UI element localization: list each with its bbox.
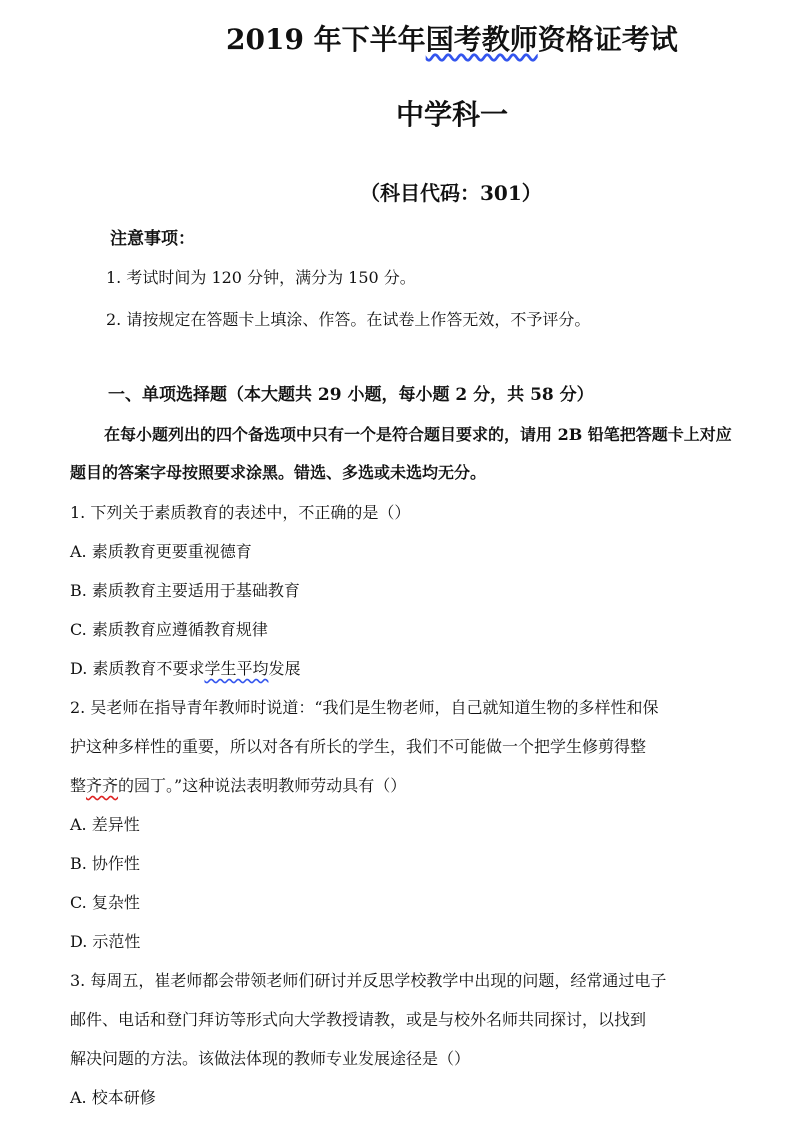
section-instruction: 题目的答案字母按照要求涂黑。错选、多选或未选均无分。	[70, 463, 487, 482]
question-stem: 护这种多样性的重要，所以对各有所长的学生，我们不可能做一个把学生修剪得整	[70, 737, 647, 756]
question-option: D. 示范性	[70, 932, 141, 951]
question-stem: 整齐齐的园丁。”这种说法表明教师劳动具有（）	[70, 776, 407, 795]
section-heading: 一、单项选择题（本大题共 29 小题，每小题 2 分，共 58 分）	[108, 385, 594, 405]
question-option: A. 差异性	[70, 815, 140, 834]
question-stem: 解决问题的方法。该做法体现的教师专业发展途径是（）	[70, 1049, 471, 1068]
spellcheck-underlined-text: 国考教师	[425, 23, 538, 56]
question-option: D. 素质教育不要求学生平均发展	[70, 659, 301, 678]
question-option: A. 校本研修	[70, 1088, 156, 1107]
question-option: B. 协作性	[70, 854, 140, 873]
exam-title: 2019 年下半年国考教师资格证考试	[226, 23, 678, 56]
spellcheck-underlined-text: 齐齐	[86, 776, 119, 795]
question-option: A. 素质教育更要重视德育	[70, 542, 252, 561]
notice-item: 1. 考试时间为 120 分钟，满分为 150 分。	[106, 268, 416, 287]
notice-item: 2. 请按规定在答题卡上填涂、作答。在试卷上作答无效，不予评分。	[106, 310, 591, 329]
question-option: C. 复杂性	[70, 893, 140, 912]
question-stem: 3. 每周五，崔老师都会带领老师们研讨并反思学校教学中出现的问题，经常通过电子	[70, 971, 667, 990]
subject-code: （科目代码：301）	[360, 181, 542, 205]
spellcheck-underlined-text: 学生平均	[204, 659, 269, 678]
notice-heading: 注意事项：	[110, 229, 195, 249]
question-option: C. 素质教育应遵循教育规律	[70, 620, 268, 639]
question-stem: 2. 吴老师在指导青年教师时说道：“我们是生物老师，自己就知道生物的多样性和保	[70, 698, 659, 717]
question-option: B. 素质教育主要适用于基础教育	[70, 581, 300, 600]
exam-subtitle: 中学科一	[396, 98, 509, 131]
question-stem: 邮件、电话和登门拜访等形式向大学教授请教，或是与校外名师共同探讨，以找到	[70, 1010, 647, 1029]
section-instruction: 在每小题列出的四个备选项中只有一个是符合题目要求的，请用 2B 铅笔把答题卡上对应	[104, 425, 732, 444]
question-stem: 1. 下列关于素质教育的表述中，不正确的是（）	[70, 503, 411, 522]
